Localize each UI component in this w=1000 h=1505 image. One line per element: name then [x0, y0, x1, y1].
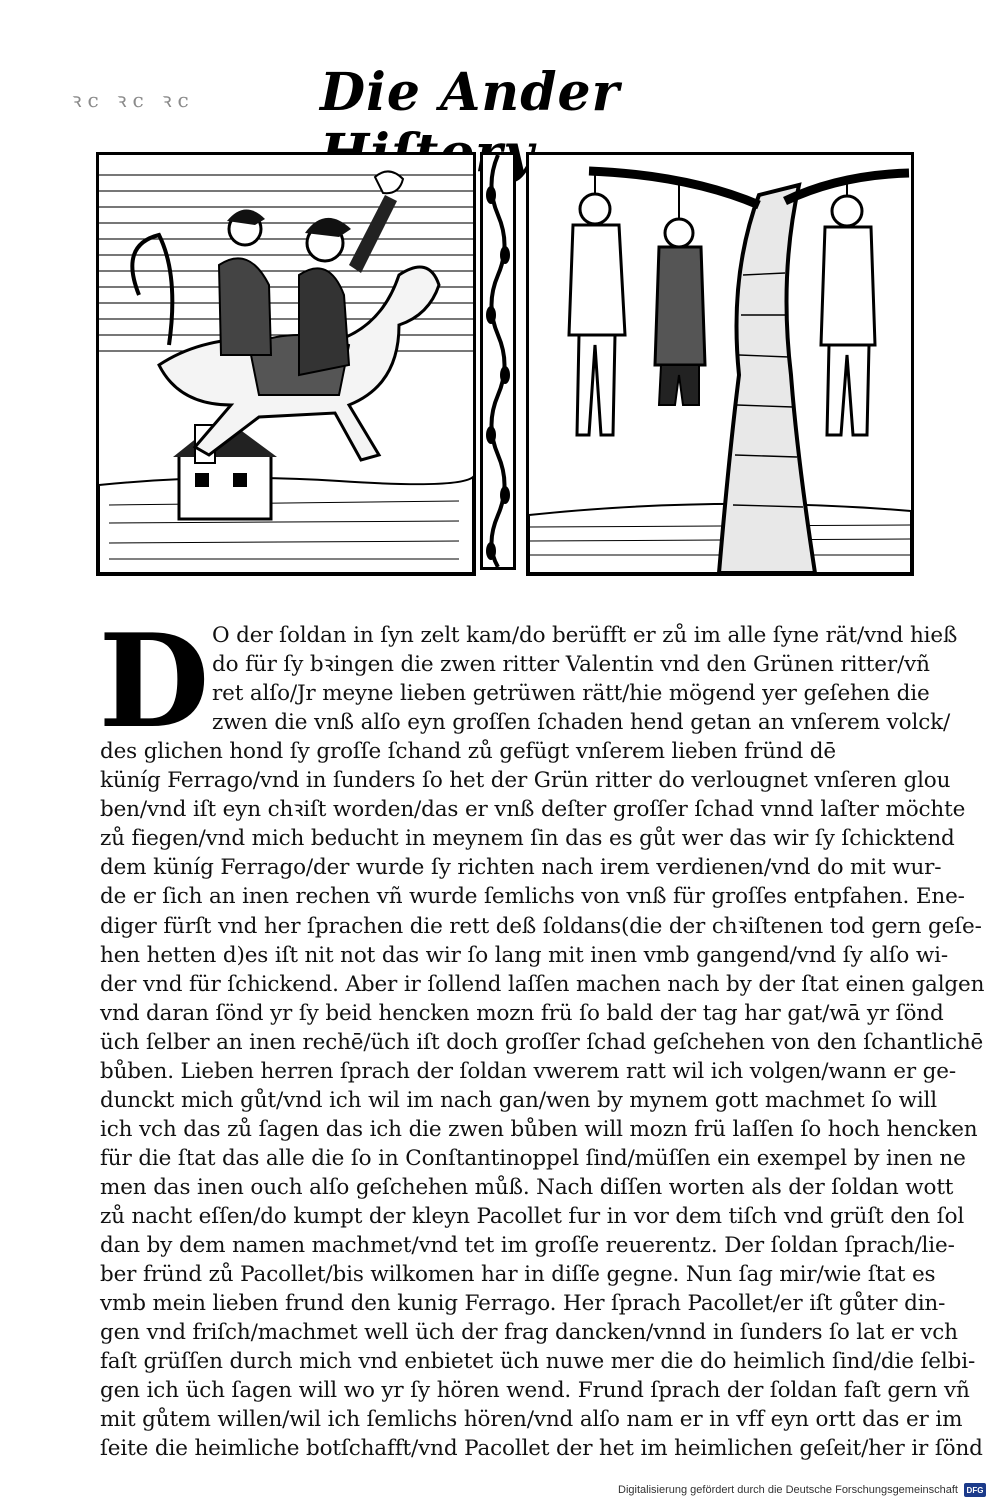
text-line: zwen die vnß alſo eyn groſſen ſchaden hend getan an vnſerem volck/	[212, 710, 951, 736]
footer	[618, 1483, 986, 1497]
text-line: men das inen ouch alſo geſchehen můß. Nach diſſen worten als der ſoldan wott	[100, 1174, 954, 1200]
text-line: hen hetten d)es iſt nit not das wir ſo lang mit inen vmb gangend/vnd ſy alſo wi-	[100, 942, 949, 968]
hanged-men-on-tree-image	[529, 155, 911, 573]
running-head: Die Ander	[320, 62, 621, 123]
text-line: gen vnd friſch/machmet well üch der frag dancken/vnnd in ſunders ſo lat er vch	[100, 1320, 958, 1346]
text-line: ich vch das zů ſagen das ich die zwen bůben will mozn frü laſſen ſo hoch hencken	[100, 1116, 978, 1142]
text-line: gen ich üch ſagen will wo yr ſy hören wend. Frund ſprach der ſoldan faſt gern vñ	[100, 1378, 970, 1404]
drop-cap-initial: D	[98, 607, 210, 757]
text-line: vmb mein lieben frund den kunig Ferrago. Her ſprach Pacollet/er iſt gůter din-	[100, 1291, 946, 1317]
text-line: üch ſelber an inen rechē/üch iſt doch groſſer ſchad geſchehen von den ſchantlichē	[100, 1029, 984, 1055]
text-line: ret alſo/Jr meyne lieben getrüwen rätt/hie mögend yer geſehen die	[212, 681, 930, 707]
text-line: der vnd für ſchickend. Aber ir ſollend laſſen machen nach by der ſtat einen galgen	[100, 971, 985, 997]
text-line: des glichen hond ſy groſſe ſchand zů gefügt vnſerem lieben fründ dē	[100, 739, 836, 765]
text-line: zů fiegen/vnd mich beducht in meynem ſin das es gůt wer das wir ſy ſchicktend	[100, 826, 955, 852]
text-line: de er ſich an inen rechen vñ wurde ſemlichs von vnß für groſſes entpfahen. Ene-	[100, 884, 965, 910]
text-line: O der ſoldan in ſyn zelt kam/do berüfft er zů im alle ſyne rät/vnd hieß	[212, 623, 958, 648]
decorative-border-strip	[480, 152, 516, 570]
funding-notice: Digitalisierung gefördert durch die Deutsche Forschungsgemeinschaft	[618, 1484, 958, 1496]
text-line: diger fürſt vnd her ſprachen die rett deß ſoldans(die der chꝛiſtenen tod gern geſe-	[100, 913, 982, 939]
text-line: dan by dem namen machmet/vnd tet im groſſe reuerentz. Der ſoldan ſprach/lie-	[100, 1233, 955, 1259]
text-line: faſt grüſſen durch mich vnd enbietet üch nuwe mer die do heimlich ſind/die ſelbi-	[100, 1349, 976, 1375]
text-line: küníg Ferrago/vnd in ſunders ſo het der Grün ritter do verlougnet vnſeren glou	[100, 768, 951, 794]
text-line: ben/vnd iſt eyn chꝛiſt worden/das er vnß deſter groſſer ſchad vnnd laſter möchte	[100, 797, 966, 823]
text-line: ſeite die heimliche botſchafft/vnd Pacollet der het im heimlichen geſeit/her ir ſönd	[100, 1436, 983, 1462]
vine-ornament-icon	[483, 155, 513, 567]
text-line: dem küníg Ferrago/der wurde ſy richten nach irem verdienen/vnd do mit wur-	[100, 855, 942, 881]
text-line: do für ſy bꝛingen die zwen ritter Valentin vnd den Grünen ritter/vñ	[212, 652, 930, 678]
text-line: bůben. Lieben herren ſprach der ſoldan vwerem ratt wil ich volgen/wann er ge-	[100, 1058, 956, 1084]
text-line: mit gůtem willen/wil ich ſemlichs hören/vnd alſo nam er in vff eyn ortt das er im	[100, 1407, 963, 1433]
text-line: zů nacht eſſen/do kumpt der kleyn Pacollet fur in vor dem tiſch vnd grüſt den ſol	[100, 1204, 965, 1229]
text-line: dunckt mich gůt/vnd ich wil im nach gan/wen by mynem gott machmet ſo will	[100, 1087, 938, 1113]
text-line: vnd daran ſönd yr ſy beid hencken mozn frü ſo bald der tag har gat/wā yr ſönd	[100, 1000, 944, 1026]
text-line: für die ſtat das alle die ſo in Conſtantinoppel ſind/müſſen ein exempel by inen ne	[100, 1145, 966, 1171]
dfg-logo-icon: DFG	[964, 1483, 986, 1497]
woodcut-riders-illustration	[96, 152, 476, 576]
woodcut-gallows-tree-illustration	[526, 152, 914, 576]
text-line: ber fründ zů Pacollet/bis wilkomen har in diſſe gegne. Nun ſag mir/wie ſtat es	[100, 1262, 936, 1288]
running-head-left: ꝛc ꝛc ꝛc	[72, 88, 195, 112]
riders-on-horse-image	[99, 155, 473, 573]
